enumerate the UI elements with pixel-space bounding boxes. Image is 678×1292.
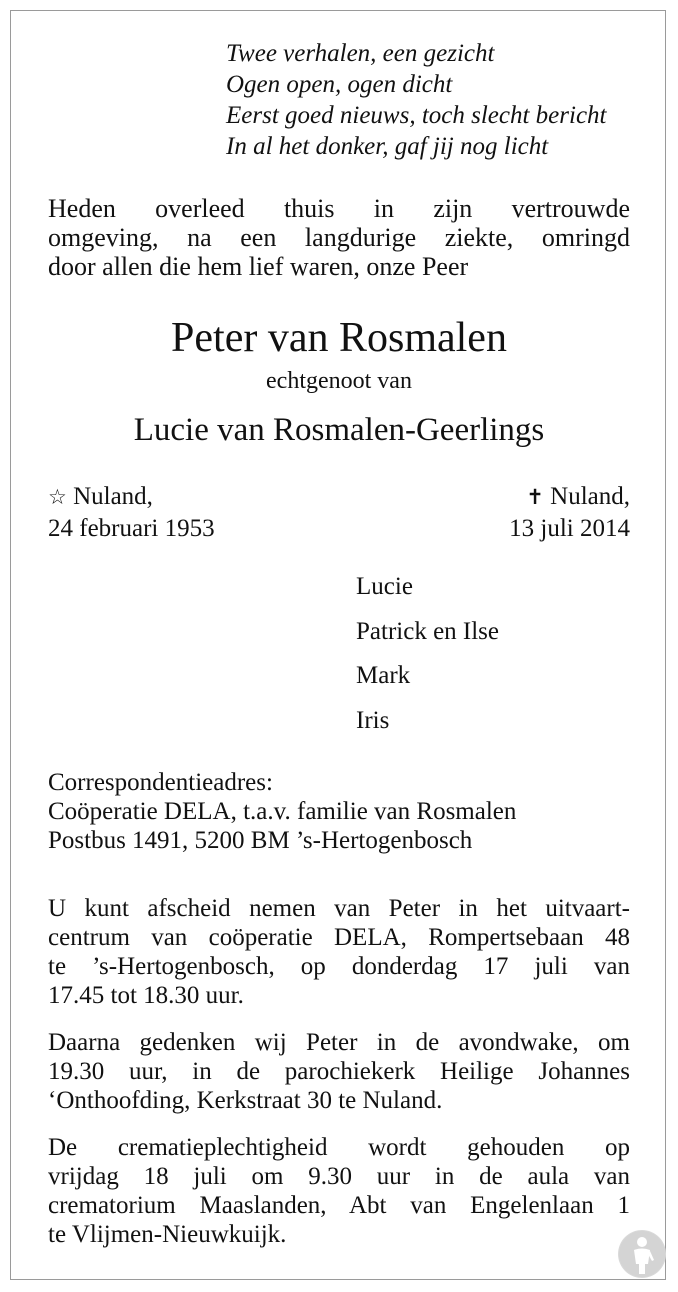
poem-line: Twee verhalen, een gezicht <box>226 40 495 67</box>
correspondence-line: Correspondentieadres: <box>48 769 273 796</box>
death-info <box>509 481 630 544</box>
birth-date: 24 februari 1953 <box>48 515 215 542</box>
cremation-paragraph <box>48 1133 630 1249</box>
poem-line: In al het donker, gaf jij nog licht <box>226 133 549 160</box>
farewell-paragraph <box>48 894 630 1010</box>
birth-info <box>48 481 215 544</box>
cremation-line: De crematieplechtigheid wordt gehouden op <box>48 1134 630 1161</box>
family-list <box>356 570 499 748</box>
correspondence-line: Postbus 1491, 5200 BM ’s-Hertogenbosch <box>48 827 473 854</box>
family-member: Patrick en Ilse <box>356 617 500 645</box>
vigil-line: Daarna gedenken wij Peter in de avondwake, om <box>48 1029 630 1056</box>
cremation-line: vrijdag 18 juli om 9.30 uur in de aula van <box>48 1163 630 1190</box>
poem <box>226 38 606 162</box>
family-member: Lucie <box>356 573 413 600</box>
vigil-line: 19.30 uur, in de parochiekerk Heilige Johannes <box>48 1058 630 1085</box>
death-date: 13 juli 2014 <box>509 515 630 542</box>
farewell-line: te ’s-Hertogenbosch, op donderdag 17 juli van <box>48 953 630 980</box>
farewell-line: centrum van coöperatie DELA, Rompertsebaan 48 <box>48 924 630 951</box>
deceased-name: Peter van Rosmalen <box>171 315 507 361</box>
spouse-name: Lucie van Rosmalen-Geerlings <box>133 412 545 448</box>
farewell-line: U kunt afscheid nemen van Peter in het uitvaart- <box>48 895 630 922</box>
birth-place: Nuland, <box>73 483 153 510</box>
poem-line: Eerst goed nieuws, toch slecht bericht <box>226 102 607 129</box>
correspondence-line: Coöperatie DELA, t.a.v. familie van Rosmalen <box>48 798 517 825</box>
cremation-line: te Vlijmen-Nieuwkuijk. <box>48 1221 287 1248</box>
death-place: Nuland, <box>550 483 630 510</box>
farewell-line: 17.45 tot 18.30 uur. <box>48 982 244 1009</box>
family-member: Iris <box>356 706 390 734</box>
cross-icon: ✝ <box>526 485 544 509</box>
cremation-line: crematorium Maaslanden, Abt van Engelenlaan 1 <box>48 1192 630 1219</box>
vigil-line: ‘Onthoofding, Kerkstraat 30 te Nuland. <box>48 1087 443 1114</box>
figure-logo-icon <box>618 1230 666 1278</box>
intro-line: Heden overleed thuis in zijn vertrouwde <box>48 194 630 223</box>
star-icon: ☆ <box>48 485 67 509</box>
poem-line: Ogen open, ogen dicht <box>226 71 453 98</box>
spouse-label: echtgenoot van <box>266 368 412 394</box>
vigil-paragraph <box>48 1028 630 1115</box>
intro-line: door allen die hem lief waren, onze Peer <box>48 252 469 281</box>
family-member: Mark <box>356 662 411 689</box>
correspondence-address <box>48 768 630 855</box>
intro-line: omgeving, na een langdurige ziekte, omringd <box>48 223 630 252</box>
intro-paragraph <box>48 194 630 281</box>
